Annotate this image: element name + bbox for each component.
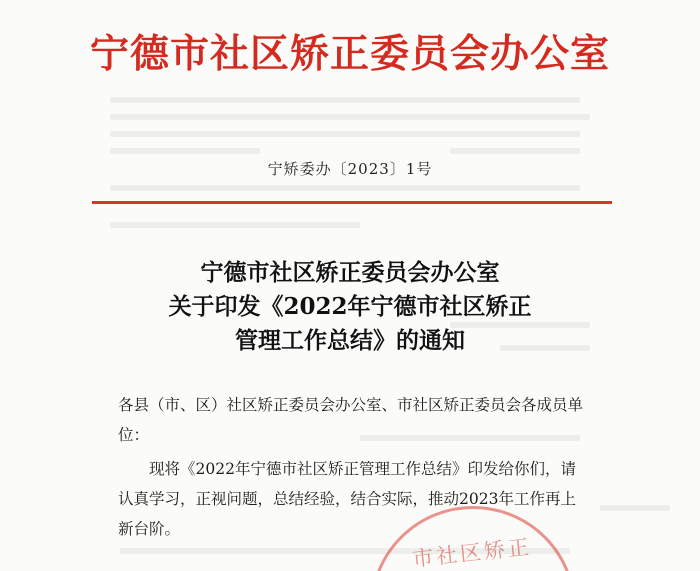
bleed-through-line xyxy=(110,185,580,191)
notice-title-line: 关于印发《2022年宁德市社区矫正 xyxy=(168,293,532,320)
masthead-agency-name: 宁德市社区矫正委员会办公室 xyxy=(89,32,610,77)
body-paragraph: 现将《2022年宁德市社区矫正管理工作总结》印发给你们，请认真学习，正视问题，总结经验，结合实际，推动2023年工作再上新台阶。 xyxy=(118,460,576,538)
bleed-through-line xyxy=(110,148,260,154)
bleed-through-line xyxy=(110,222,360,228)
bleed-through-line xyxy=(450,148,580,154)
bleed-through-line xyxy=(600,505,670,511)
official-seal-text: 市社区矫正 xyxy=(411,534,534,571)
notice-title-line: 管理工作总结》的通知 xyxy=(235,327,465,354)
salutation: 各县（市、区）社区矫正委员会办公室、市社区矫正委员会各成员单位： xyxy=(118,396,584,444)
document-number: 宁矫委办〔2023〕1号 xyxy=(267,160,433,178)
notice-title xyxy=(0,256,700,358)
bleed-through-line xyxy=(110,131,580,137)
bleed-through-line xyxy=(110,97,580,103)
red-divider-line xyxy=(92,201,612,204)
bleed-through-line xyxy=(110,114,590,120)
notice-title-line: 宁德市社区矫正委员会办公室 xyxy=(200,259,500,286)
